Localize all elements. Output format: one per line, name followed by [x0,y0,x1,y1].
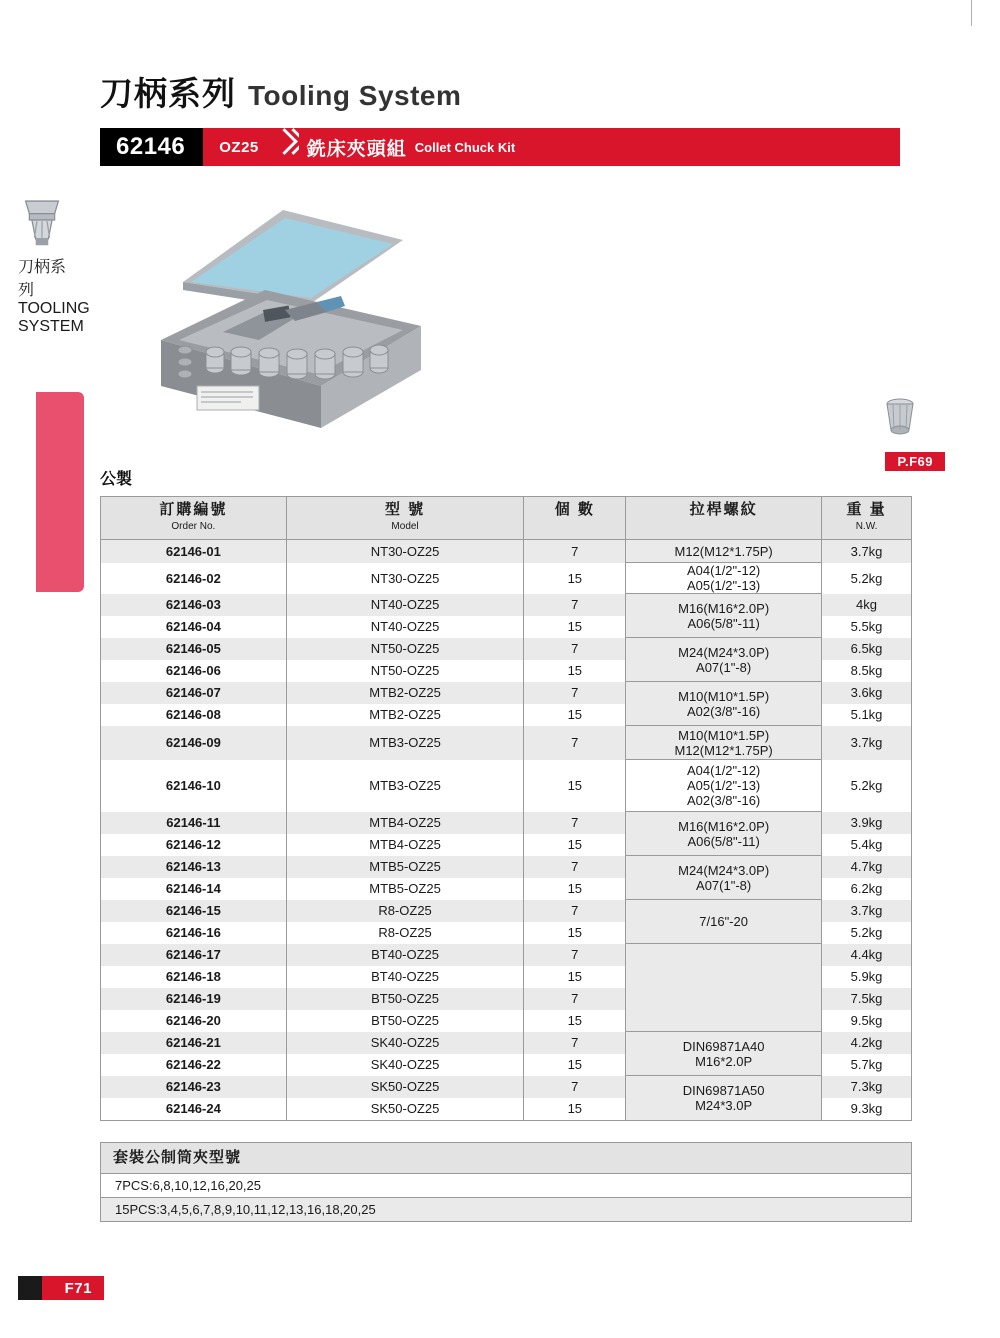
spec-table-wrapper [100,496,912,1121]
cell-order-no: 62146-24 [101,1098,287,1121]
table-row [101,540,912,563]
set-info-line-7pcs: 7PCS:6,8,10,12,16,20,25 [100,1174,912,1198]
cell-thread [626,944,822,1032]
cell-thread: M16(M16*2.0P) A06(5/8"-11) [626,812,822,856]
cell-model: MTB3-OZ25 [286,760,524,812]
crop-mark [971,0,972,26]
col-order-no-cn: 訂購編號 [159,501,228,518]
cell-order-no: 62146-14 [101,878,287,900]
cell-qty: 15 [524,878,626,900]
cell-thread: A04(1/2"-12) A05(1/2"-13) A02(3/8"-16) [626,760,822,812]
cell-model: SK40-OZ25 [286,1032,524,1054]
table-row [101,563,912,594]
col-thread-spacer [628,518,819,535]
page-footer [18,1276,104,1300]
cell-qty: 7 [524,856,626,878]
cell-order-no: 62146-15 [101,900,287,922]
spec-table [100,496,912,1121]
cell-thread: M16(M16*2.0P) A06(5/8"-11) [626,594,822,638]
cell-weight: 5.2kg [822,922,912,944]
cell-weight: 6.5kg [822,638,912,660]
metric-label: 公製 [100,471,133,488]
cell-qty: 7 [524,540,626,563]
cell-model: MTB2-OZ25 [286,704,524,726]
cell-thread: M24(M24*3.0P) A07(1"-8) [626,638,822,682]
product-code: 62146 [100,128,203,166]
cell-order-no: 62146-16 [101,922,287,944]
cell-model: MTB4-OZ25 [286,812,524,834]
cell-qty: 15 [524,563,626,594]
cell-qty: 7 [524,1032,626,1054]
col-order-no [101,497,287,540]
cell-order-no: 62146-17 [101,944,287,966]
col-model [286,497,524,540]
cell-thread: M24(M24*3.0P) A07(1"-8) [626,856,822,900]
table-row [101,900,912,922]
cell-qty: 7 [524,638,626,660]
cell-weight: 3.6kg [822,682,912,704]
cell-qty: 15 [524,966,626,988]
col-weight-en: N.W. [855,521,878,532]
cell-model: BT50-OZ25 [286,988,524,1010]
cell-order-no: 62146-21 [101,1032,287,1054]
cell-qty: 7 [524,682,626,704]
col-thread-cn: 拉桿螺紋 [689,501,758,518]
table-row [101,726,912,760]
side-tab-background [36,392,84,592]
cell-model: SK50-OZ25 [286,1076,524,1098]
cell-order-no: 62146-10 [101,760,287,812]
col-qty-cn: 個 數 [554,501,595,518]
cell-order-no: 62146-04 [101,616,287,638]
side-tab-label [18,254,90,336]
cell-order-no: 62146-09 [101,726,287,760]
cell-qty: 7 [524,1076,626,1098]
cell-order-no: 62146-12 [101,834,287,856]
table-header-row [101,497,912,540]
cell-qty: 7 [524,594,626,616]
cell-thread: A04(1/2"-12) A05(1/2"-13) [626,563,822,594]
cell-qty: 7 [524,944,626,966]
page-number: F71 [64,1279,92,1297]
cell-model: MTB3-OZ25 [286,726,524,760]
cell-model: NT40-OZ25 [286,594,524,616]
table-row [101,594,912,616]
chevron-right-icon [273,128,299,166]
table-row [101,944,912,966]
cell-weight: 3.9kg [822,812,912,834]
series-title-cn: 刀柄系列 [100,75,236,112]
cell-weight: 9.3kg [822,1098,912,1121]
table-row [101,682,912,704]
page-header [100,68,461,115]
cell-weight: 9.5kg [822,1010,912,1032]
cell-weight: 4.2kg [822,1032,912,1054]
col-order-no-en: Order No. [171,521,216,532]
cell-order-no: 62146-08 [101,704,287,726]
collet-thumbnail [855,392,945,440]
cell-model: SK40-OZ25 [286,1054,524,1076]
cell-model: NT30-OZ25 [286,563,524,594]
table-row [101,1076,912,1098]
cell-weight: 3.7kg [822,726,912,760]
side-tab-label-en: TOOLING SYSTEM [18,300,90,336]
col-thread [626,497,822,540]
cell-qty: 7 [524,988,626,1010]
product-spec: OZ25 [219,138,259,156]
cell-weight: 7.5kg [822,988,912,1010]
cell-order-no: 62146-02 [101,563,287,594]
cell-thread: DIN69871A40 M16*2.0P [626,1032,822,1076]
product-photo [145,190,435,440]
col-qty [524,497,626,540]
cell-weight: 5.4kg [822,834,912,856]
side-tab-label-cn: 刀柄系列 [18,259,67,300]
cell-qty: 15 [524,616,626,638]
cell-thread: 7/16"-20 [626,900,822,944]
cell-model: MTB2-OZ25 [286,682,524,704]
table-row [101,812,912,834]
cell-qty: 15 [524,704,626,726]
cell-weight: 4.4kg [822,944,912,966]
cell-model: NT30-OZ25 [286,540,524,563]
product-name-en: Collet Chuck Kit [414,139,516,155]
cell-model: NT40-OZ25 [286,616,524,638]
cell-qty: 15 [524,1098,626,1121]
side-tab [18,196,90,396]
table-row [101,856,912,878]
cell-qty: 15 [524,1010,626,1032]
cell-order-no: 62146-18 [101,966,287,988]
cell-order-no: 62146-05 [101,638,287,660]
col-weight [822,497,912,540]
cell-order-no: 62146-22 [101,1054,287,1076]
cell-model: NT50-OZ25 [286,638,524,660]
cell-weight: 5.2kg [822,563,912,594]
product-title-bar [100,128,900,166]
cell-model: NT50-OZ25 [286,660,524,682]
cell-order-no: 62146-06 [101,660,287,682]
cell-order-no: 62146-03 [101,594,287,616]
cell-weight: 3.7kg [822,540,912,563]
cell-thread: DIN69871A50 M24*3.0P [626,1076,822,1121]
cell-weight: 4.7kg [822,856,912,878]
cell-model: MTB5-OZ25 [286,878,524,900]
cell-thread: M12(M12*1.75P) [626,540,822,563]
series-title-en: Tooling System [248,80,462,111]
cell-qty: 7 [524,812,626,834]
cell-qty: 15 [524,660,626,682]
cell-weight: 5.2kg [822,760,912,812]
cell-weight: 7.3kg [822,1076,912,1098]
set-info-box [100,1142,912,1222]
cell-model: BT40-OZ25 [286,966,524,988]
cell-order-no: 62146-20 [101,1010,287,1032]
table-row [101,760,912,812]
cell-model: MTB5-OZ25 [286,856,524,878]
cell-qty: 7 [524,900,626,922]
cell-qty: 15 [524,1054,626,1076]
cell-order-no: 62146-01 [101,540,287,563]
cell-weight: 4kg [822,594,912,616]
cell-thread: M10(M10*1.5P) A02(3/8"-16) [626,682,822,726]
spec-table-body [101,540,912,1121]
cell-weight: 5.7kg [822,1054,912,1076]
product-name-cn: 銑床夾頭組 [306,138,407,160]
cell-order-no: 62146-23 [101,1076,287,1098]
cell-qty: 15 [524,834,626,856]
col-model-cn: 型 號 [384,501,426,518]
cell-weight: 5.9kg [822,966,912,988]
cell-model: R8-OZ25 [286,922,524,944]
col-model-en: Model [391,521,419,532]
cell-weight: 5.5kg [822,616,912,638]
cell-weight: 8.5kg [822,660,912,682]
cell-model: BT40-OZ25 [286,944,524,966]
cell-qty: 15 [524,922,626,944]
cell-qty: 7 [524,726,626,760]
cell-order-no: 62146-19 [101,988,287,1010]
page-reference-badge[interactable]: P.F69 [885,452,945,471]
cell-model: R8-OZ25 [286,900,524,922]
set-info-title: 套裝公制筒夾型號 [100,1142,912,1174]
cell-thread: M10(M10*1.5P) M12(M12*1.75P) [626,726,822,760]
cell-weight: 5.1kg [822,704,912,726]
cell-model: SK50-OZ25 [286,1098,524,1121]
cell-model: BT50-OZ25 [286,1010,524,1032]
cell-qty: 15 [524,760,626,812]
cell-weight: 3.7kg [822,900,912,922]
cell-order-no: 62146-07 [101,682,287,704]
cell-order-no: 62146-11 [101,812,287,834]
tool-holder-icon [18,196,66,249]
cell-model: MTB4-OZ25 [286,834,524,856]
col-qty-spacer [526,518,623,535]
cell-weight: 6.2kg [822,878,912,900]
set-info-line-15pcs: 15PCS:3,4,5,6,7,8,9,10,11,12,13,16,18,20,25 [100,1198,912,1222]
col-weight-cn: 重 量 [846,501,887,518]
table-row [101,1032,912,1054]
cell-order-no: 62146-13 [101,856,287,878]
table-row [101,638,912,660]
